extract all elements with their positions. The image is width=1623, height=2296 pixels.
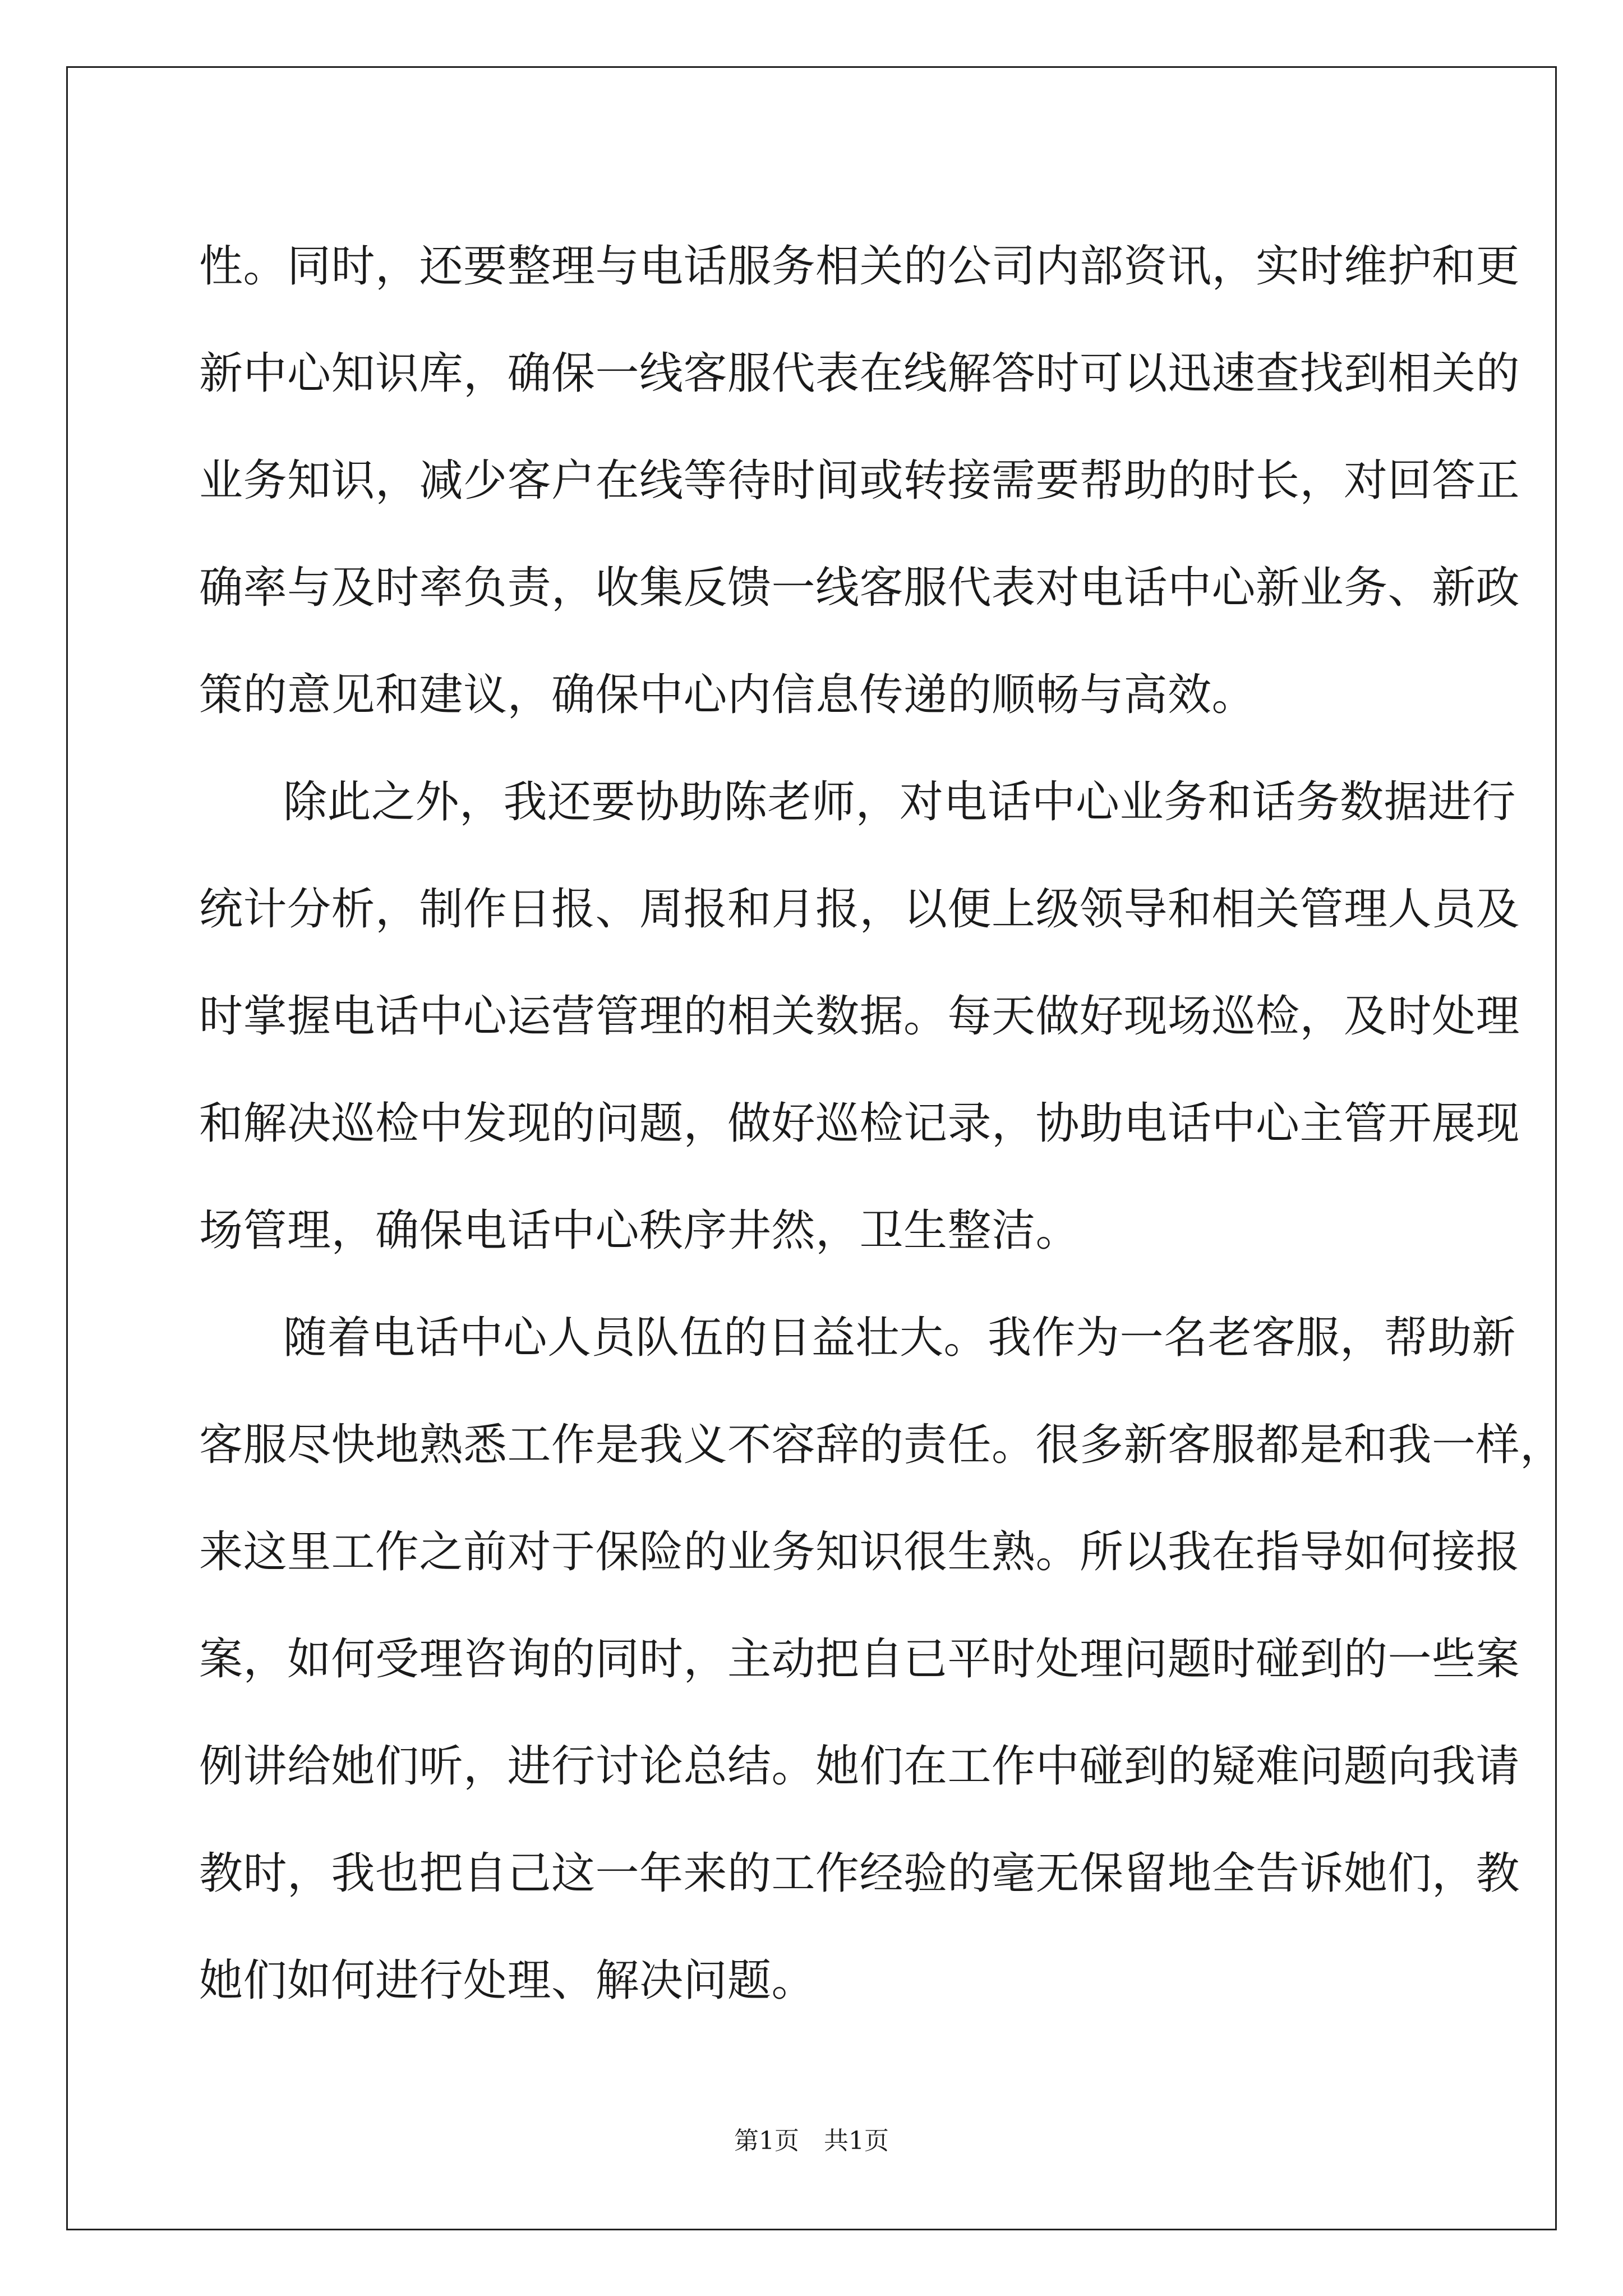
paragraph-3-line-7: 她们如何进行处理、解决问题。 — [199, 1955, 816, 2006]
paragraph-3-line-3: 来这里工作之前对于保险的业务知识很生熟。所以我在指导如何接报 — [199, 1527, 1520, 1577]
paragraph-3-line-5: 例讲给她们听，进行讨论总结。她们在工作中碰到的疑难问题向我请 — [199, 1741, 1520, 1792]
paragraph-2-line-3: 时掌握电话中心运营管理的相关数据。每天做好现场巡检，及时处理 — [199, 991, 1520, 1042]
paragraph-3-line-6: 教时，我也把自己这一年来的工作经验的毫无保留地全告诉她们，教 — [199, 1848, 1520, 1899]
paragraph-1-line-5: 策的意见和建议，确保中心内信息传递的顺畅与高效。 — [199, 670, 1256, 720]
paragraph-2-line-4: 和解决巡检中发现的问题，做好巡检记录，协助电话中心主管开展现 — [199, 1098, 1520, 1149]
paragraph-3-line-4: 案，如何受理咨询的同时，主动把自已平时处理问题时碰到的一些案 — [199, 1634, 1520, 1685]
paragraph-2-line-5: 场管理，确保电话中心秩序井然，卫生整洁。 — [199, 1205, 1080, 1256]
paragraph-2-line-1: 除此之外，我还要协助陈老师，对电话中心业务和话务数据进行 — [283, 777, 1516, 827]
page-number-footer: 第1页 共1页 — [734, 2127, 889, 2155]
paragraph-3-line-1: 随着电话中心人员队伍的日益壮大。我作为一名老客服，帮助新 — [283, 1313, 1516, 1363]
paragraph-1-line-1: 性。同时，还要整理与电话服务相关的公司内部资讯，实时维护和更 — [199, 241, 1520, 292]
paragraph-2-line-2: 统计分析，制作日报、周报和月报，以便上级领导和相关管理人员及 — [199, 884, 1520, 935]
paragraph-3-line-2: 客服尽快地熟悉工作是我义不容辞的责任。很多新客服都是和我一样， — [199, 1420, 1564, 1470]
paragraph-1-line-3: 业务知识，减少客户在线等待时间或转接需要帮助的时长，对回答正 — [199, 455, 1520, 506]
paragraph-1-line-2: 新中心知识库，确保一线客服代表在线解答时可以迅速查找到相关的 — [199, 348, 1520, 399]
paragraph-1-line-4: 确率与及时率负责，收集反馈一线客服代表对电话中心新业务、新政 — [199, 563, 1520, 613]
document-body — [199, 213, 1564, 2035]
